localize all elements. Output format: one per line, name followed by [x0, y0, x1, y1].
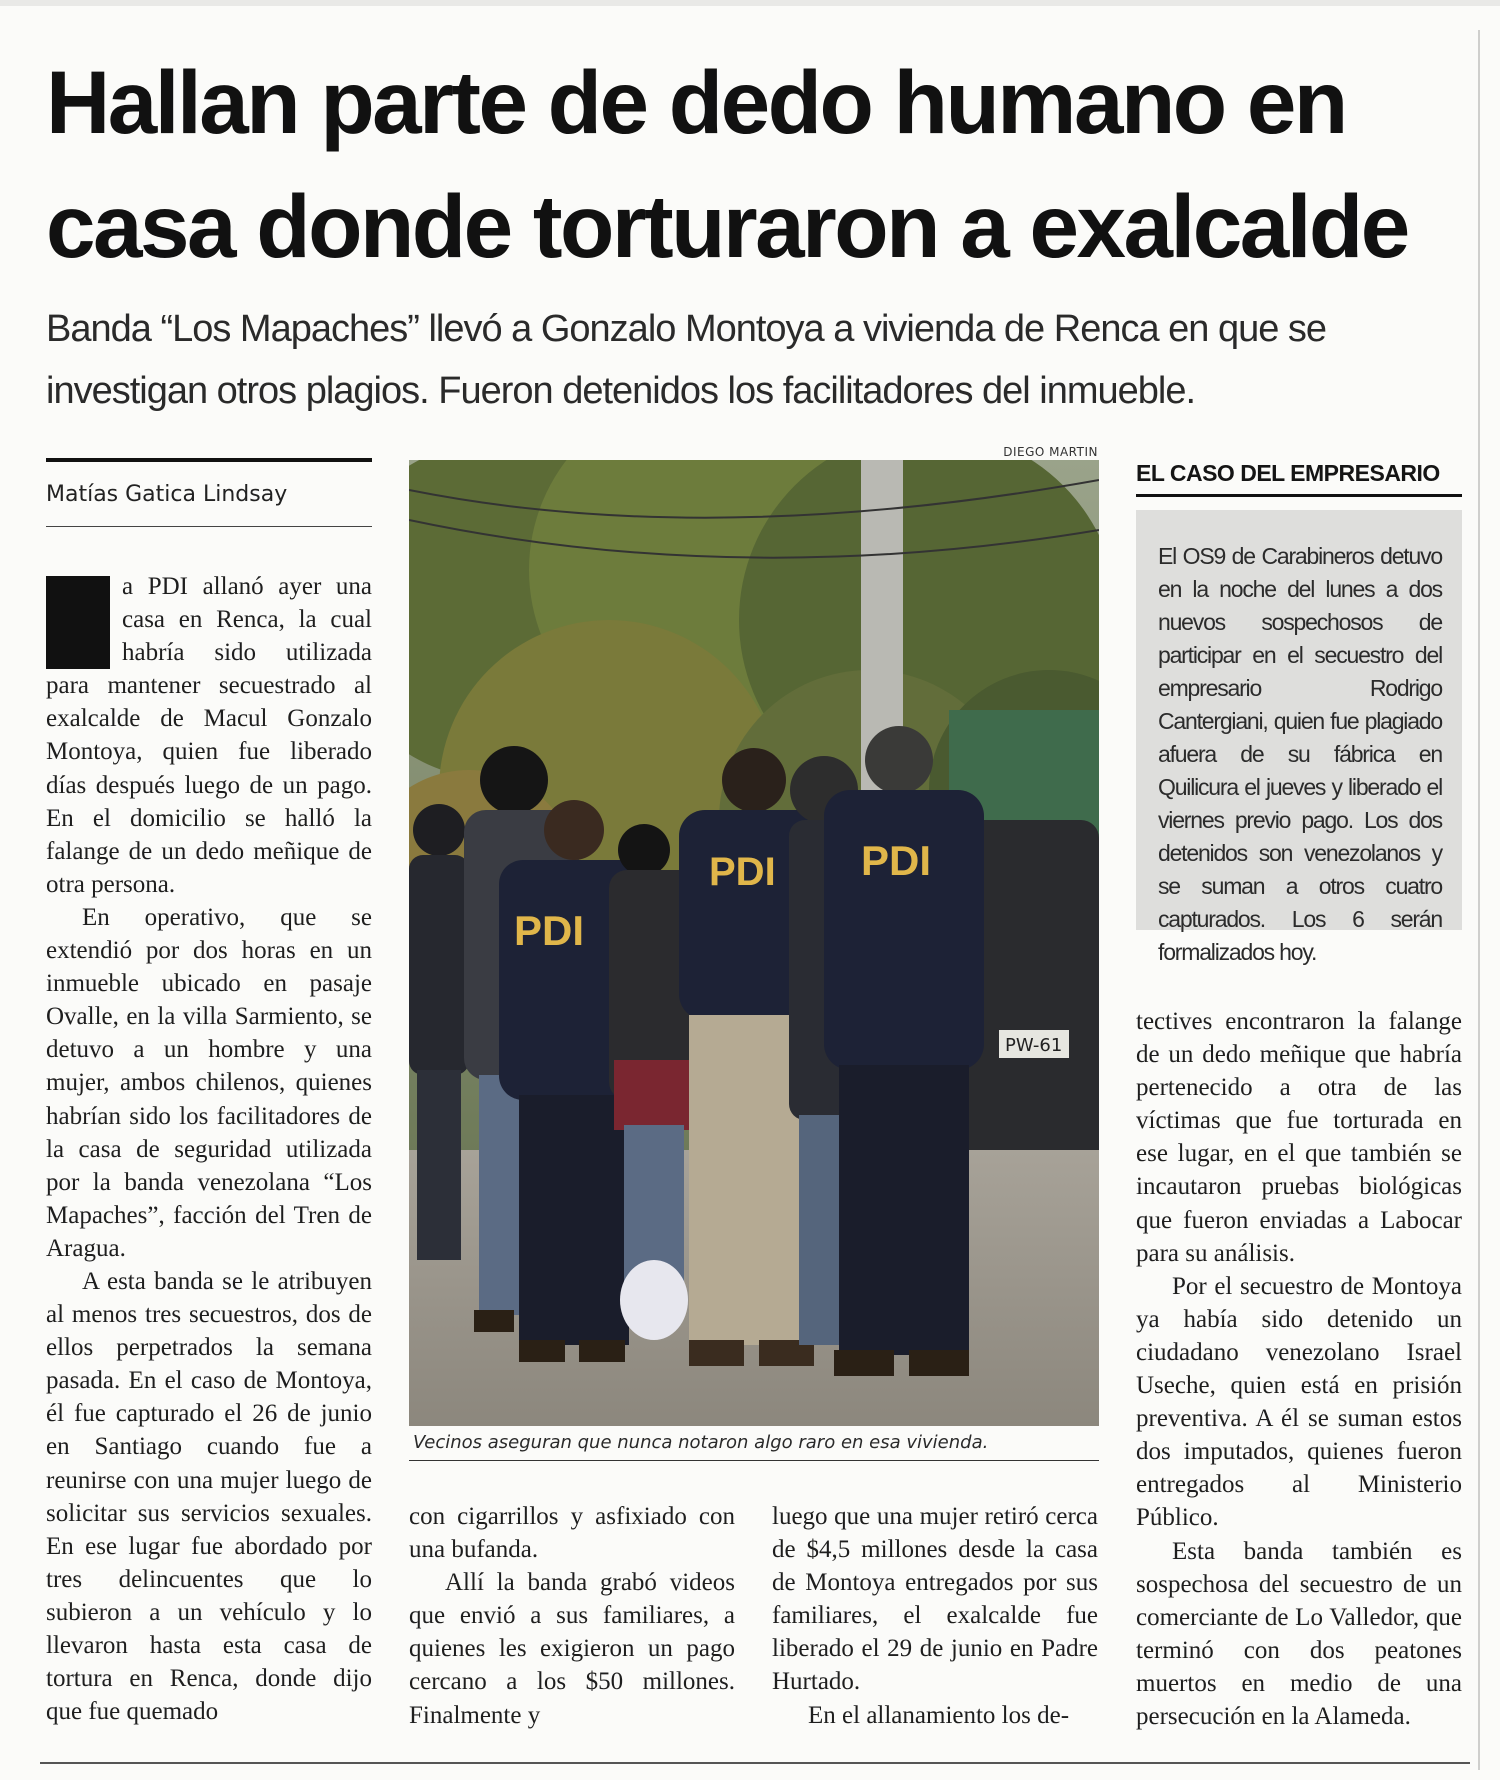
column-1-paragraph-1: a PDI allanó ayer una casa en Renca, la cual habría sido utilizada para mantener secuestrado al exalcalde de Macul Gonzalo Montoya, quien fue liberado días después luego de un pago. En el domicilio se halló la falange de un dedo meñique de otra persona.	[46, 573, 372, 898]
column-2-paragraph-2: Allí la banda grabó videos que envió a sus familiares, a quienes les exigieron un pago cercano a los $50 millones. Finalmente y	[409, 1569, 735, 1729]
byline-top-rule	[46, 458, 372, 462]
sidebar-title: EL CASO DEL EMPRESARIO	[1136, 460, 1440, 486]
bottom-rule	[40, 1762, 1470, 1764]
column-2-paragraph-1: con cigarrillos y asfixiado con una bufanda.	[409, 1503, 735, 1564]
photo-credit: DIEGO MARTIN	[1003, 445, 1098, 459]
subhead-line-2: investigan otros plagios. Fueron detenidos los facilitadores del inmueble.	[46, 370, 1196, 412]
column-3-paragraph-2: En el allanamiento los de-	[808, 1701, 1070, 1729]
top-rule	[0, 0, 1500, 6]
column-4-paragraph-2: Por el secuestro de Montoya ya había sido detenido un ciudadano venezolano Israel Useche, quien está en prisión preventiva. A él se suman estos dos imputados, quienes fueron entregados al Ministerio Público.	[1136, 1272, 1462, 1532]
caption-rule	[409, 1460, 1099, 1461]
sidebar-rule	[1136, 494, 1462, 497]
news-photo	[409, 460, 1099, 1426]
byline-bottom-rule	[46, 526, 372, 527]
column-1-paragraph-2: En operativo, que se extendió por dos horas en un inmueble ubicado en pasaje Ovalle, en la villa Sarmiento, se detuvo a un hombre y una mujer, ambos chilenos, quienes habrían sido los facilitadores de la casa de seguridad utilizada por la banda venezolana “Los Mapaches”, facción del Tren de Aragua.	[46, 903, 372, 1262]
vest-label-2: PDI	[709, 850, 776, 894]
subhead-line-1: Banda “Los Mapaches” llevó a Gonzalo Montoya a vivienda de Renca en que se	[46, 308, 1327, 350]
column-4-paragraph-3: Esta banda también es sospechosa del secuestro de un comerciante de Lo Valledor, que terminó con dos peatones muertos en medio de una persecución en la Alameda.	[1136, 1537, 1462, 1730]
column-3-paragraph-1: luego que una mujer retiró cerca de $4,5 millones desde la casa de Montoya entregados por sus familiares, el exalcalde fue liberado el 29 de junio en Padre Hurtado.	[772, 1503, 1098, 1696]
vest-label-3: PDI	[861, 837, 932, 884]
officer-left	[409, 804, 469, 1260]
dropcap-letter-shape	[46, 576, 110, 669]
article-column-3	[772, 1500, 1098, 1732]
byline: Matías Gatica Lindsay	[46, 482, 288, 507]
car-plate-text: PW-61	[1005, 1035, 1063, 1056]
subheadline	[46, 298, 1446, 422]
vest-label-1: PDI	[514, 907, 585, 954]
column-1-paragraph-3: A esta banda se le atribuyen al menos tres secuestros, dos de ellos perpetrados la semana pasada. En el caso de Montoya, él fue capturado el 26 de junio en Santiago cuando fue a reunirse con una mujer luego de solicitar sus servicios sexuales. En ese lugar fue abordado por tres delincuentes que lo subieron a un vehículo y lo llevaron hasta esta casa de tortura en Renca, donde dijo que fue quemado	[46, 1267, 372, 1726]
headline	[46, 40, 1466, 288]
page-edge-rule	[1478, 30, 1480, 1770]
photo-caption: Vecinos aseguran que nunca notaron algo raro en esa vivienda.	[413, 1432, 989, 1453]
dropcap	[46, 576, 110, 669]
article-column-4	[1136, 1005, 1462, 1733]
column-4-paragraph-1: tectives encontraron la falange de un dedo meñique que habría pertenecido a otra de las víctimas que fue torturada en ese lugar, en el que también se incautaron pruebas biológicas que fueron enviadas a Labocar para su análisis.	[1136, 1008, 1462, 1267]
headline-line-1: Hallan parte de dedo humano en	[46, 52, 1346, 152]
sidebar-text: El OS9 de Carabineros detuvo en la noche del lunes a dos nuevos sospechosos de participar en el secuestro del empresario Rodrigo Cantergiani, quien fue plagiado afuera de su fábrica en Quilicura el jueves y liberado el viernes previo pago. Los dos detenidos son venezolanos y se suman a otros cuatro capturados. Los 6 serán formalizados hoy.	[1158, 543, 1442, 965]
photo-illustration	[409, 460, 1099, 1426]
headline-line-2: casa donde torturaron a exalcalde	[46, 176, 1408, 276]
article-column-1	[46, 570, 372, 1728]
article-column-2	[409, 1500, 735, 1732]
officer-pdi-right	[824, 726, 984, 1376]
